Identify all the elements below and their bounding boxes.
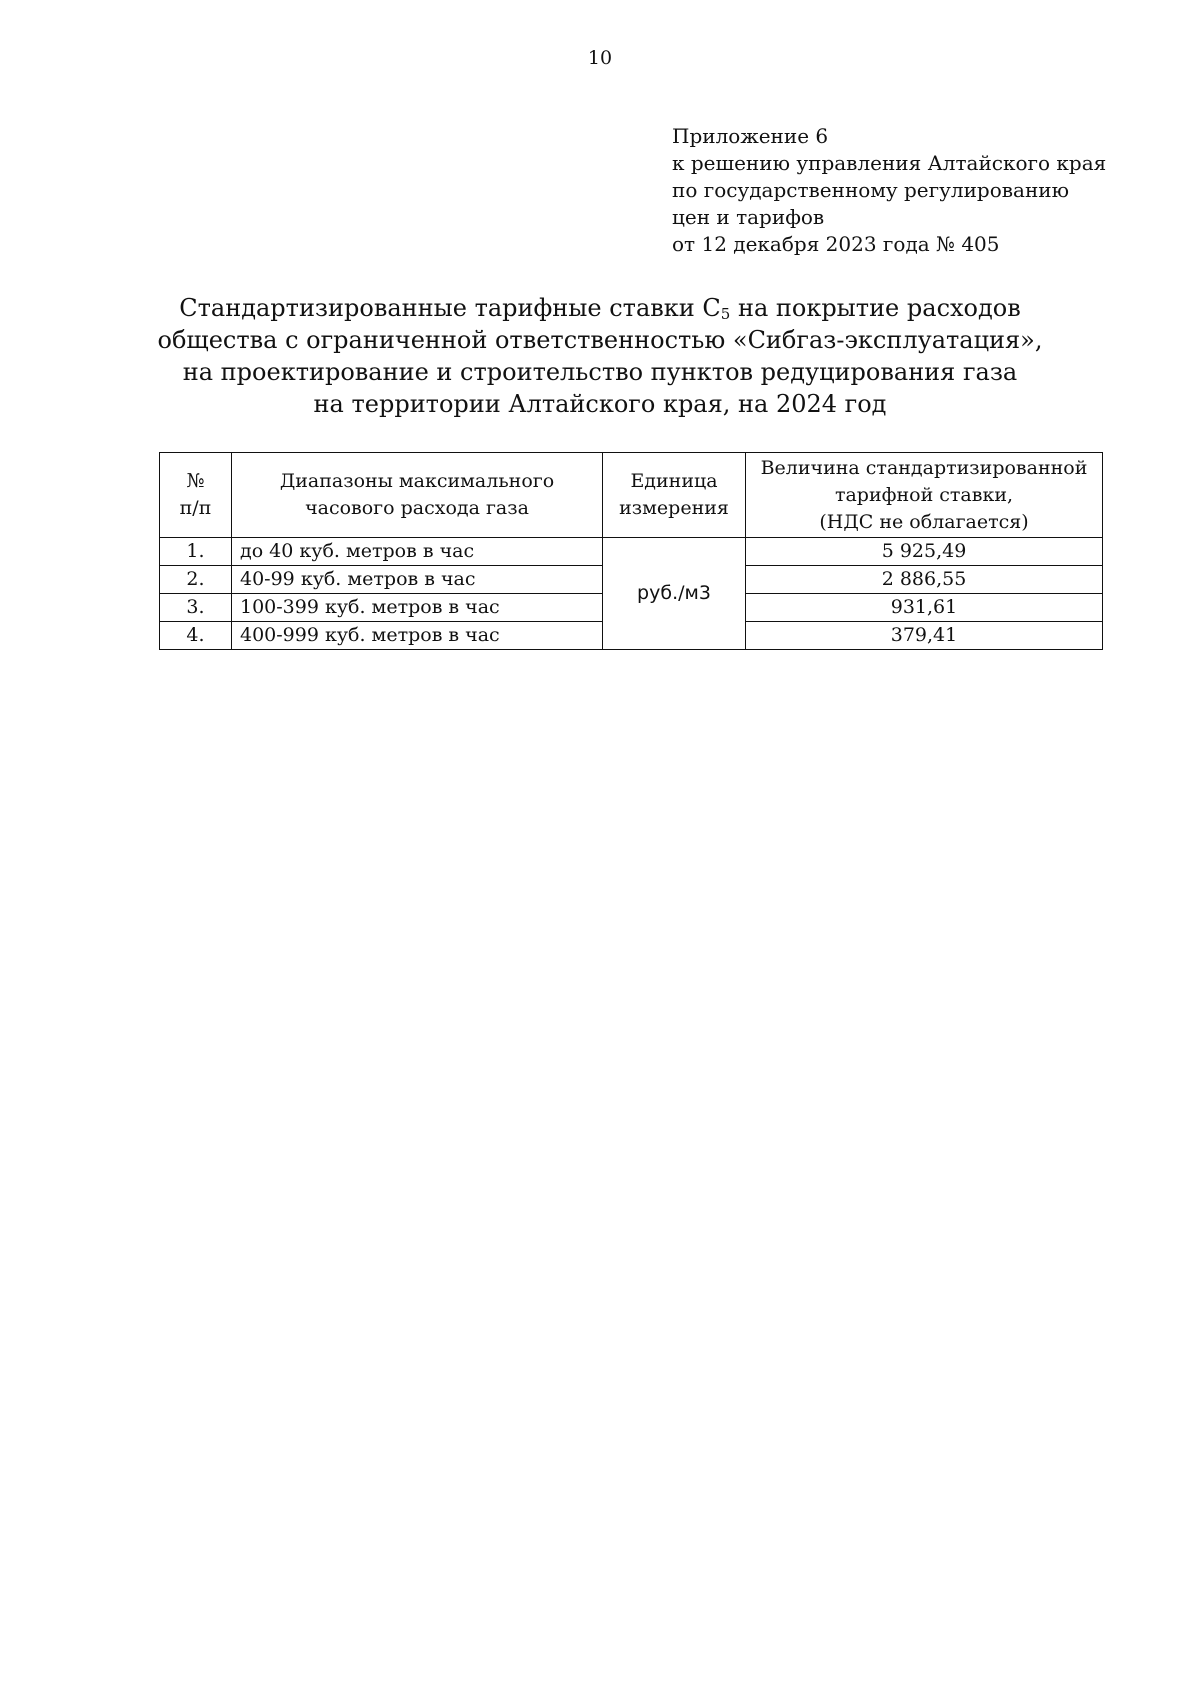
row-range: до 40 куб. метров в час — [232, 538, 603, 566]
header-unit — [603, 453, 746, 538]
header-number — [160, 453, 232, 538]
header-range-line: часового расхода газа — [305, 497, 529, 519]
title-line-1-start: Стандартизированные тарифные ставки С — [179, 294, 721, 322]
title-line-2: общества с ограниченной ответственностью «Сибгаз-эксплуатация», — [157, 326, 1043, 354]
row-value: 931,61 — [746, 594, 1103, 622]
header-value — [746, 453, 1103, 538]
unit-cell: руб./м3 — [603, 538, 746, 650]
row-range: 40-99 куб. метров в час — [232, 566, 603, 594]
header-value-line: Величина стандартизированной — [760, 456, 1088, 479]
tariff-table — [159, 452, 1103, 650]
appendix-line: от 12 декабря 2023 года № 405 — [672, 232, 1000, 256]
row-range: 100-399 куб. метров в час — [232, 594, 603, 622]
appendix-line: Приложение 6 — [672, 124, 829, 148]
appendix-block — [672, 123, 1106, 258]
row-value: 5 925,49 — [746, 538, 1103, 566]
row-value: 2 886,55 — [746, 566, 1103, 594]
document-title — [100, 292, 1100, 420]
page-number: 10 — [587, 47, 613, 69]
header-unit-line: измерения — [619, 497, 729, 519]
table-row — [160, 538, 1103, 566]
header-range-line: Диапазоны максимального — [279, 470, 555, 492]
row-number: 3. — [160, 594, 232, 622]
title-line-4: на территории Алтайского края, на 2024 год — [313, 390, 887, 418]
title-subscript: 5 — [720, 305, 731, 323]
table-header-row — [160, 453, 1103, 538]
row-number: 1. — [160, 538, 232, 566]
appendix-line: по государственному регулированию — [672, 178, 1070, 202]
header-value-line: тарифной ставки, — [834, 483, 1014, 506]
title-line-3: на проектирование и строительство пунктов редуцирования газа — [182, 358, 1018, 386]
row-number: 4. — [160, 622, 232, 650]
header-range — [232, 453, 603, 538]
title-line-1-end: на покрытие расходов — [730, 294, 1021, 322]
header-number-line: п/п — [179, 497, 212, 519]
header-value-line: (НДС не облагается) — [819, 510, 1029, 533]
appendix-line: к решению управления Алтайского края — [672, 151, 1107, 175]
row-number: 2. — [160, 566, 232, 594]
appendix-line: цен и тарифов — [672, 205, 825, 229]
header-unit-line: Единица — [630, 470, 718, 492]
header-number-line: № — [186, 470, 205, 492]
row-range: 400-999 куб. метров в час — [232, 622, 603, 650]
title-line-1 — [100, 292, 1100, 324]
row-value: 379,41 — [746, 622, 1103, 650]
